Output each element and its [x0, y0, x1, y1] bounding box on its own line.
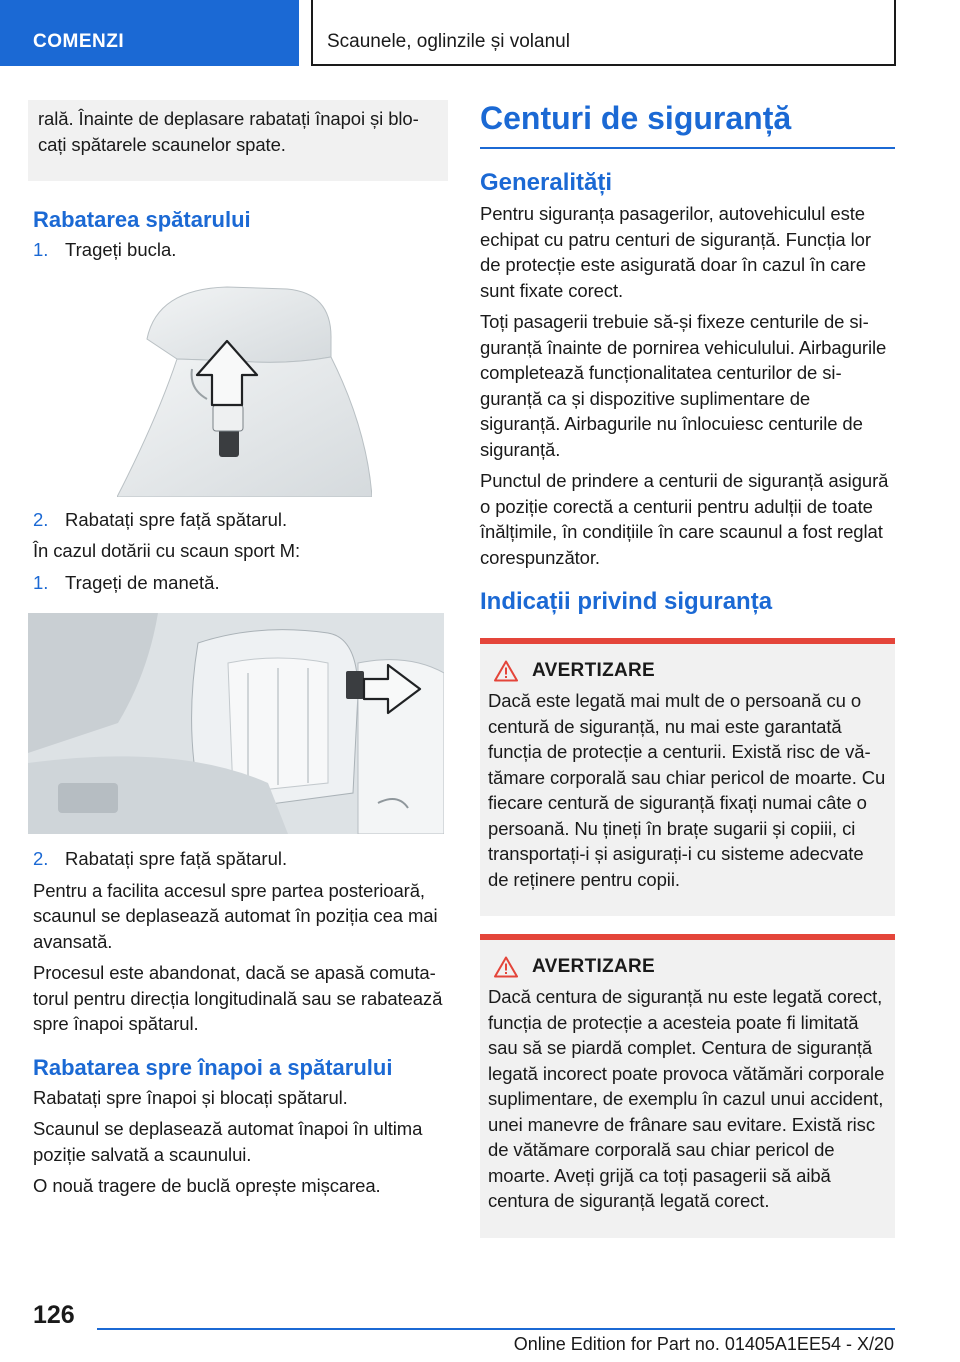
step-text: Rabatați spre față spătarul.: [65, 848, 288, 869]
warning-box: [480, 638, 895, 916]
step-item: [33, 846, 448, 872]
sport-seat-figure: [28, 613, 444, 834]
main-heading-seat-belts: Centuri de siguranță: [480, 100, 895, 149]
warning-label: AVERTIZARE: [532, 956, 655, 977]
step-number: 2.: [33, 848, 49, 869]
page-number: 126: [33, 1301, 75, 1329]
chapter-title: Scaunele, oglinzile și volanul: [311, 0, 896, 66]
body-paragraph: Procesul este abandonat, dacă se apasă comutatorul pentru direcția longitudinală sau se rabatează spre înapoi spătarul.: [33, 962, 443, 1034]
step-item: [33, 570, 448, 596]
step-item: [33, 237, 448, 263]
heading-fold: Rabatarea spătarului: [33, 207, 251, 232]
warning-header: [488, 956, 887, 978]
warning-header: [488, 660, 887, 682]
headrest-loop-illustration: [117, 279, 372, 497]
sport-seat-lever-illustration: [28, 613, 444, 834]
page-header: [0, 0, 960, 66]
warning-text: Dacă este legată mai mult de o persoană cu o centură de siguranță, nu mai este garantată funcția de protecție a centurii. Există risc de vătămare corporală sau chiar pericol de moarte. Cu fiecare centură de siguranță fixați numai câte o persoană. Nu țineți în brațe sugarii și copiii, ci transportați-i și asigurați-i cu sisteme adecvate de reținere pentru copii.: [488, 690, 886, 890]
left-column: [28, 100, 448, 1205]
right-column: [480, 100, 895, 1256]
body-paragraph: Scaunul se deplasează automat înapoi în ultima poziție salvată a scaunului.: [33, 1118, 423, 1165]
heading-fold-back: Rabatarea spre înapoi a spătarului: [33, 1054, 393, 1080]
body-paragraph: Toți pasagerii trebuie să-și fixeze centurile de siguranță înainte de pornirea vehiculului. Airbagurile completează funcționalitatea centurilor de siguranță ca și dispozitive suplimentare de siguranță. Airbagurile nu înlocuiesc centurile de siguranță.: [480, 311, 887, 460]
body-paragraph: Rabatați spre înapoi și blocați spătarul.: [33, 1086, 348, 1108]
step-number: 2.: [33, 508, 49, 530]
body-paragraph: Punctul de prindere a centurii de siguranță asigură o poziție corectă a centurii pentru adulții de toate înălțimile, în condițiile în care scaunul a fost reglat corespunzător.: [480, 470, 889, 568]
intro-text: rală. Înainte de deplasare rabatați înapoi și blocați spătarele scaunelor spate.: [38, 108, 419, 155]
body-paragraph: Pentru a facilita accesul spre partea posterioară, scaunul se deplasează automat în poziția cea mai avansată.: [33, 879, 438, 952]
headrest-loop-figure: [117, 279, 372, 497]
step-text: Trageți de manetă.: [65, 571, 220, 593]
body-paragraph: O nouă tragere de buclă oprește mișcarea.: [33, 1175, 381, 1196]
sport-seat-intro: În cazul dotării cu scaun sport M:: [33, 540, 301, 561]
warning-triangle-icon: [494, 660, 518, 682]
warning-triangle-icon: [494, 956, 518, 978]
step-text: Trageți bucla.: [65, 239, 177, 260]
step-item: [33, 507, 448, 533]
heading-safety-notes: Indicații privind siguranța: [480, 588, 773, 615]
section-tab: COMENZI: [0, 0, 299, 66]
warning-label: AVERTIZARE: [532, 660, 655, 681]
edition-info: Online Edition for Part no. 01405A1EE54 - X/20: [513, 1334, 894, 1354]
step-number: 1.: [33, 239, 49, 260]
warning-box: [480, 934, 895, 1238]
heading-general: Generalități: [480, 169, 613, 196]
continued-note: [28, 100, 448, 181]
footer-divider: [97, 1328, 895, 1330]
step-number: 1.: [33, 571, 49, 593]
step-text: Rabatați spre față spătarul.: [65, 508, 288, 530]
body-paragraph: Pentru siguranța pasagerilor, autovehiculul este echipat cu patru centuri de siguranță. Funcția lor de protecție este asigurată doar în cazul în care sunt fixate corect.: [480, 203, 871, 301]
warning-text: Dacă centura de siguranță nu este legată corect, funcția de protecție a acesteia poate fi limitată sau să se piardă complet. Centura de siguranță legată incorect poate provoca vătămări corporale suplimentare, de exemplu în cazul unui accident, unei manevre de frânare sau evitare. Există risc de vătămare corporală sau chiar pericol de moarte. Aveți grijă ca toți pasagerii să aibă centura de siguranță legată corect.: [488, 986, 885, 1211]
